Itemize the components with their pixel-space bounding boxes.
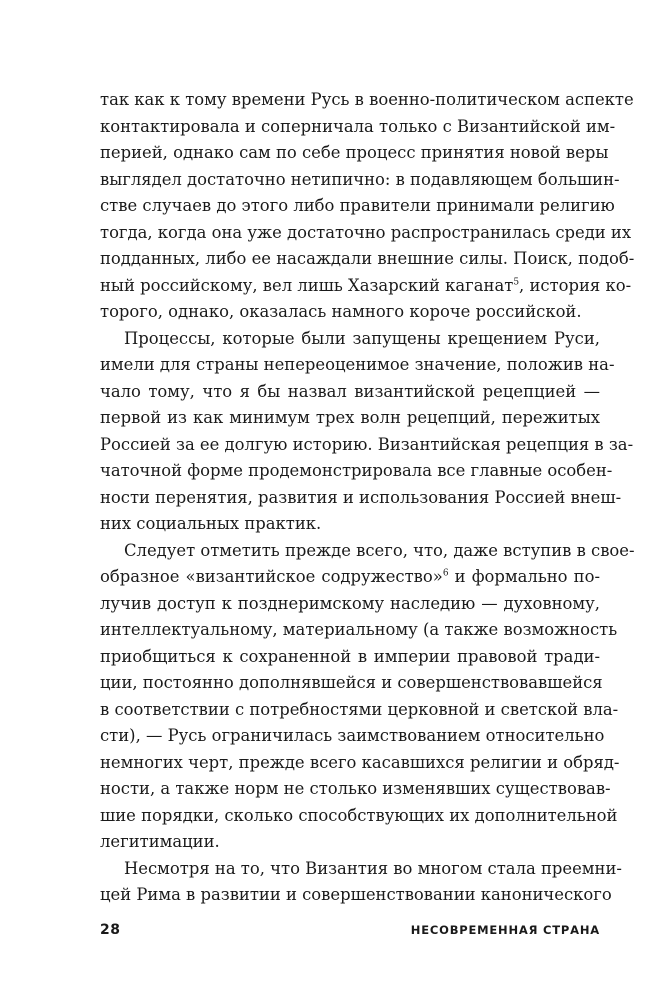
footnote-marker[interactable]: 6	[442, 568, 449, 579]
text-line: первой из как минимум трех волн рецепций, пережитых	[100, 408, 600, 427]
text-line: контактировала и соперничала только с Византийской им-	[100, 116, 616, 136]
text-line: подданных, либо ее насаждали внешние силы. Поиск, подоб-	[100, 249, 635, 268]
text-segment: образное «византийское содружество»	[100, 567, 443, 586]
page-number: 28	[100, 922, 121, 938]
text-line: Следует отметить прежде всего, что, даже вступив в свое-	[124, 540, 635, 560]
paragraph-3	[100, 538, 635, 856]
text-line: лучив доступ к позднеримскому наследию — духовному,	[100, 593, 600, 613]
text-segment: и формально по-	[448, 567, 600, 586]
text-line: немногих черт, прежде всего касавшихся религии и обряд-	[100, 752, 620, 772]
text-line	[100, 564, 600, 591]
text-line: торого, однако, оказалась намного короче российской.	[100, 302, 582, 321]
text-line: перией, однако сам по себе процесс принятия новой веры	[100, 143, 609, 162]
text-line: так как к тому времени Русь в военно-политическом аспекте	[100, 90, 634, 109]
text-segment: ный российскому, вел лишь Хазарский каганат	[100, 275, 514, 295]
paragraph-4	[100, 856, 622, 909]
text-segment: , история ко-	[519, 275, 632, 295]
text-line: приобщиться к сохраненной в империи правовой тради-	[100, 646, 600, 666]
text-line: Процессы, которые были запущены крещением Руси,	[124, 328, 600, 348]
text-line: цей Рима в развитии и совершенствовании канонического	[100, 885, 612, 904]
text-line	[100, 273, 632, 300]
running-title: НЕСОВРЕМЕННАЯ СТРАНА	[410, 923, 600, 937]
paragraph-2	[100, 326, 634, 538]
text-line: сти), — Русь ограничилась заимствованием относительно	[100, 726, 605, 745]
text-line: Несмотря на то, что Византия во многом стала преемни-	[124, 858, 622, 878]
footnote-marker[interactable]: 5	[513, 277, 520, 288]
text-line: тогда, когда она уже достаточно распространилась среди их	[100, 222, 632, 242]
paragraph-1	[100, 87, 635, 326]
page-footer	[100, 922, 600, 942]
text-line: чало тому, что я бы назвал византийской рецепцией —	[100, 381, 600, 401]
text-line: ности перенятия, развития и использования Россией внеш-	[100, 487, 622, 507]
text-line: чаточной форме продемонстрировала все главные особен-	[100, 461, 613, 480]
text-line: них социальных практик.	[100, 514, 322, 533]
text-line: выглядел достаточно нетипично: в подавляющем большин-	[100, 169, 620, 189]
text-line: стве случаев до этого либо правители принимали религию	[100, 196, 615, 215]
text-line: ции, постоянно дополнявшейся и совершенствовавшейся	[100, 673, 603, 692]
text-line: интеллектуальному, материальному (а также возможность	[100, 620, 618, 639]
text-line: шие порядки, сколько способствующих их дополнительной	[100, 805, 618, 825]
main-text	[100, 87, 635, 909]
text-line: в соответствии с потребностями церковной и светской вла-	[100, 699, 619, 719]
text-line: имели для страны непереоценимое значение, положив на-	[100, 355, 615, 374]
text-line: Россией за ее долгую историю. Византийская рецепция в за-	[100, 434, 634, 454]
text-line: ности, а также норм не столько изменявших существовав-	[100, 779, 611, 798]
text-line: легитимации.	[100, 832, 220, 851]
